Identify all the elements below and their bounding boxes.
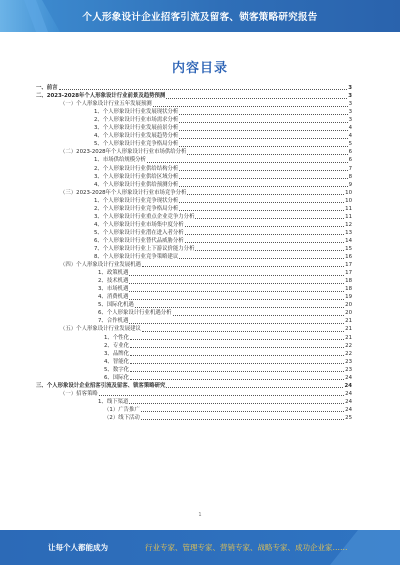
toc-leader-dots [135,307,344,308]
toc-entry[interactable] [36,301,352,309]
toc-entry-page: 3 [348,117,352,124]
toc-entry[interactable] [36,181,352,189]
toc-entry-title: 3、个人形象设计行业供给区域分析 [94,173,179,180]
toc-leader-dots [166,387,343,388]
toc-leader-dots [142,331,344,332]
toc-entry-title: 3、个人形象设计行业发展前景分析 [94,125,179,132]
toc-entry-title: 二、2023-2028年个人形象设计行业前景及趋势预测 [36,93,166,100]
toc-entry-page: 11 [345,205,352,212]
toc-entry[interactable] [36,164,352,172]
toc-entry[interactable] [36,398,352,406]
toc-entry[interactable] [36,269,352,277]
toc-entry-title: 三、个人形象设计企业招客引流及留客、锁客策略研究 [36,382,166,389]
toc-entry-title: （四）个人形象设计行业发展机遇 [60,262,141,269]
toc-entry-page: 10 [345,197,352,204]
toc-leader-dots [179,114,347,115]
toc-entry[interactable] [36,148,352,156]
toc-entry-title: 1、市场供给规模分析 [94,157,146,164]
toc-entry-title: 1、个人形象设计行业竞争现状分析 [94,197,179,204]
report-title: 个人形象设计企业招客引流及留客、锁客策略研究报告 [82,12,318,23]
toc-entry[interactable] [36,189,352,197]
toc-leader-dots [185,242,344,243]
toc-entry-title: 4、个人形象设计行业供给预测分析 [94,181,179,188]
toc-entry-page: 24 [344,382,352,389]
toc-entry[interactable] [36,414,352,422]
toc-entry-title: 5、数字化 [104,366,129,373]
table-of-contents [36,84,352,422]
toc-entry[interactable] [36,100,352,108]
toc-leader-dots [129,275,344,276]
toc-entry-title: 7、个人形象设计行业上下游议价能力分析 [94,245,195,252]
toc-leader-dots [179,130,347,131]
toc-entry-title: 6、个人形象设计行业机遇分析 [98,310,172,317]
toc-leader-dots [173,315,345,316]
toc-leader-dots [187,194,344,195]
page-header [0,0,400,32]
toc-entry[interactable] [36,366,352,374]
toc-leader-dots [147,162,348,163]
toc-entry-title: 4、消费机遇 [98,294,129,301]
toc-entry-title: 3、市场机遇 [98,286,129,293]
toc-entry[interactable] [36,293,352,301]
toc-leader-dots [130,379,344,380]
toc-leader-dots [59,89,348,90]
toc-entry-page: 21 [345,326,352,333]
toc-entry[interactable] [36,173,352,181]
toc-entry-page: 8 [348,173,352,180]
toc-leader-dots [179,210,344,211]
toc-leader-dots [130,363,344,364]
toc-leader-dots [142,266,344,267]
toc-entry[interactable] [36,140,352,148]
toc-entry-title: 1、个性化 [104,334,129,341]
toc-entry-page: 22 [345,350,352,357]
toc-entry-title: 2、个人形象设计行业竞争格局分析 [94,205,179,212]
toc-entry-title: 4、个人形象设计行业市场集中度分析 [94,221,184,228]
toc-entry-page: 16 [345,254,352,261]
toc-entry-page: 23 [345,358,352,365]
toc-entry-page: 7 [348,165,352,172]
toc-entry-page: 13 [345,229,352,236]
toc-entry-page: 4 [348,125,352,132]
footer-tagline: 行业专家、管理专家、营销专家、战略专家、成功企业家…… [145,543,348,552]
toc-leader-dots [166,98,347,99]
toc-entry[interactable] [36,358,352,366]
toc-leader-dots [179,178,347,179]
toc-entry[interactable] [36,156,352,164]
toc-entry[interactable] [36,317,352,325]
toc-entry[interactable] [36,253,352,261]
toc-entry-title: 6、个人形象设计行业替代品威胁分析 [94,237,184,244]
toc-entry-title: （二）2023-2028年个人形象设计行业市场供给分析 [60,149,187,156]
toc-leader-dots [179,146,347,147]
toc-leader-dots [130,371,344,372]
toc-leader-dots [129,291,344,292]
toc-entry-title: 6、国际化 [104,374,129,381]
toc-entry-title: 2、个人形象设计行业供给结构分析 [94,165,179,172]
toc-leader-dots [99,395,344,396]
toc-leader-dots [129,403,344,404]
toc-entry-title: （一）个人形象设计行业五年发展预测 [60,101,152,108]
toc-entry-page: 24 [345,398,352,405]
toc-leader-dots [179,202,344,203]
toc-entry[interactable] [36,406,352,414]
toc-entry[interactable] [36,237,352,245]
toc-entry-page: 3 [348,101,352,108]
toc-entry-page: 20 [345,310,352,317]
footer-slogan: 让每个人都能成为 [48,543,108,552]
toc-entry-title: 2、技术机遇 [98,278,129,285]
toc-leader-dots [179,258,344,259]
toc-entry[interactable] [36,229,352,237]
toc-entry[interactable] [36,108,352,116]
page-footer [0,530,400,565]
toc-entry-page: 20 [345,302,352,309]
toc-entry-title: 8、个人形象设计行业竞争策略建议 [94,254,179,261]
toc-entry-title: 2、专业化 [104,342,129,349]
toc-entry-page: 23 [345,366,352,373]
toc-entry-page: 3 [348,109,352,116]
toc-entry-page: 21 [345,334,352,341]
toc-leader-dots [179,138,347,139]
toc-entry[interactable] [36,342,352,350]
toc-leader-dots [129,283,344,284]
toc-leader-dots [195,218,344,219]
toc-leader-dots [179,186,347,187]
toc-leader-dots [185,234,344,235]
toc-entry[interactable] [36,382,352,390]
toc-leader-dots [129,299,344,300]
toc-entry-title: 3、个人形象设计行业重点企业竞争力分析 [94,213,195,220]
toc-entry-title: （三）2023-2028年个人形象设计行业市场竞争分析 [60,189,187,196]
toc-entry-title: 1、个人形象设计行业发展现状分析 [94,109,179,116]
toc-entry-page: 24 [345,390,352,397]
toc-entry[interactable] [36,309,352,317]
toc-entry[interactable] [36,325,352,333]
toc-entry-page: 6 [348,149,352,156]
toc-entry-title: 一、前言 [36,85,58,92]
toc-entry-page: 12 [345,221,352,228]
toc-entry-title: 5、国际化机遇 [98,302,134,309]
toc-entry[interactable] [36,116,352,124]
toc-entry[interactable] [36,197,352,205]
toc-entry[interactable] [36,285,352,293]
toc-entry-page: 3 [348,93,352,100]
toc-entry-page: 17 [345,262,352,269]
toc-entry[interactable] [36,374,352,382]
toc-entry[interactable] [36,132,352,140]
toc-heading: 内容目录 [171,61,228,76]
toc-entry-page: 9 [348,181,352,188]
toc-entry[interactable] [36,261,352,269]
toc-entry[interactable] [36,333,352,341]
toc-entry-page: 15 [345,245,352,252]
toc-entry[interactable] [36,350,352,358]
toc-entry-title: （一）招客策略 [60,390,98,397]
toc-entry-page: 22 [345,342,352,349]
toc-leader-dots [185,226,344,227]
toc-entry-page: 14 [345,237,352,244]
toc-entry[interactable] [36,213,352,221]
toc-entry[interactable] [36,205,352,213]
toc-entry-page: 5 [348,141,352,148]
toc-entry-title: （1）广告推广 [104,406,140,413]
toc-entry-page: 21 [345,318,352,325]
toc-entry[interactable] [36,221,352,229]
toc-entry-page: 10 [345,189,352,196]
toc-entry[interactable] [36,84,352,92]
toc-entry-page: 6 [348,157,352,164]
toc-entry-title: 3、品牌化 [104,350,129,357]
toc-entry-title: 1、线下渠道 [98,398,129,405]
toc-entry-page: 24 [345,374,352,381]
toc-leader-dots [130,339,344,340]
toc-entry-page: 18 [345,278,352,285]
toc-entry-title: 4、智能化 [104,358,129,365]
toc-entry-page: 25 [345,414,352,421]
toc-leader-dots [187,154,347,155]
toc-leader-dots [179,170,347,171]
toc-entry-page: 18 [345,286,352,293]
toc-entry-title: 7、合作机遇 [98,318,129,325]
toc-leader-dots [130,355,344,356]
toc-entry[interactable] [36,245,352,253]
toc-entry-page: 3 [348,85,352,92]
toc-entry-page: 11 [345,213,352,220]
toc-entry-page: 17 [345,270,352,277]
toc-entry-title: 5、个人形象设计行业潜在进入者分析 [94,229,184,236]
toc-entry[interactable] [36,124,352,132]
toc-leader-dots [129,323,344,324]
toc-entry[interactable] [36,390,352,398]
toc-leader-dots [195,250,344,251]
toc-entry[interactable] [36,277,352,285]
toc-entry-title: 1、政策机遇 [98,270,129,277]
toc-entry-title: 5、个人形象设计行业竞争格局分析 [94,141,179,148]
toc-leader-dots [141,419,344,420]
toc-entry-title: 2、个人形象设计行业市场需求分析 [94,117,179,124]
toc-leader-dots [130,347,344,348]
toc-entry-page: 19 [345,294,352,301]
toc-entry-title: （2）线下活动 [104,414,140,421]
toc-entry-title: （五）个人形象设计行业发展建议 [60,326,141,333]
toc-leader-dots [179,122,347,123]
toc-entry-page: 24 [345,406,352,413]
toc-entry[interactable] [36,92,352,100]
page-number: 1 [198,512,202,518]
toc-entry-page: 4 [348,133,352,140]
toc-leader-dots [141,411,344,412]
toc-leader-dots [153,106,348,107]
toc-entry-title: 4、个人形象设计行业发展趋势分析 [94,133,179,140]
